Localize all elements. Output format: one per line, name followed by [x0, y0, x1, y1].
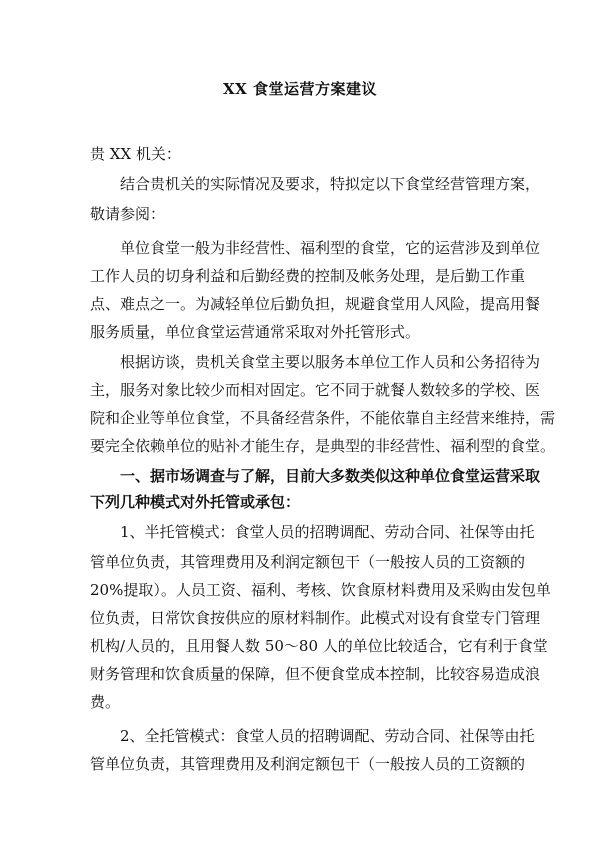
- semi-trusteeship-line: 机构/人员的，且用餐人数 50～80 人的单位比较适合，它有利于食堂: [90, 637, 548, 655]
- background-paragraph-line: 服务质量，单位食堂运营通常采取对外托管形式。: [90, 323, 421, 341]
- document-title: XX 食堂运营方案建议: [223, 80, 377, 98]
- background-paragraph-line: 点、难点之一。为减轻单位后勤负担，规避食堂用人风险，提高用餐: [90, 295, 541, 313]
- section-heading-line: 下列几种模式对外托管或承包：: [90, 493, 301, 511]
- background-paragraph-line: 工作人员的切身利益和后勤经费的控制及帐务处理，是后勤工作重: [90, 267, 526, 285]
- full-trusteeship-line: 2、全托管模式：食堂人员的招聘调配、劳动合同、社保等由托: [120, 727, 535, 745]
- semi-trusteeship-line: 管单位负责，其管理费用及利润定额包干（一般按人员的工资额的: [90, 553, 526, 571]
- semi-trusteeship-line: 1、半托管模式：食堂人员的招聘调配、劳动合同、社保等由托: [120, 523, 535, 541]
- full-trusteeship-line: 管单位负责，其管理费用及利润定额包干（一般按人员的工资额的: [90, 755, 526, 773]
- interview-paragraph-line: 主，服务对象比较少而相对固定。它不同于就餐人数较多的学校、医: [90, 381, 541, 399]
- salutation: 贵 XX 机关：: [90, 145, 181, 163]
- interview-paragraph-line: 要完全依赖单位的贴补才能生存，是典型的非经营性、福利型的食堂。: [90, 437, 556, 455]
- semi-trusteeship-line: 20%提取）。人员工资、福利、考核、饮食原材料费用及采购由发包单: [90, 581, 551, 599]
- section-heading-line: 一、据市场调查与了解，目前大多数类似这种单位食堂运营采取: [120, 467, 541, 485]
- semi-trusteeship-line: 财务管理和饮食质量的保障，但不便食堂成本控制，比较容易造成浪: [90, 665, 541, 683]
- interview-paragraph-line: 根据访谈，贵机关食堂主要以服务本单位工作人员和公务招待为: [120, 353, 541, 371]
- intro-paragraph-line: 结合贵机关的实际情况及要求，特拟定以下食堂经营管理方案，: [120, 175, 541, 193]
- interview-paragraph-line: 院和企业等单位食堂，不具备经营条件，不能依靠自主经营来维持，需: [90, 409, 556, 427]
- intro-paragraph-line: 敬请参阅：: [90, 205, 166, 223]
- semi-trusteeship-line: 费。: [90, 693, 121, 711]
- semi-trusteeship-line: 位负责，日常饮食按供应的原材料制作。此模式对设有食堂专门管理: [90, 609, 541, 627]
- background-paragraph-line: 单位食堂一般为非经营性、福利型的食堂，它的运营涉及到单位: [120, 239, 541, 257]
